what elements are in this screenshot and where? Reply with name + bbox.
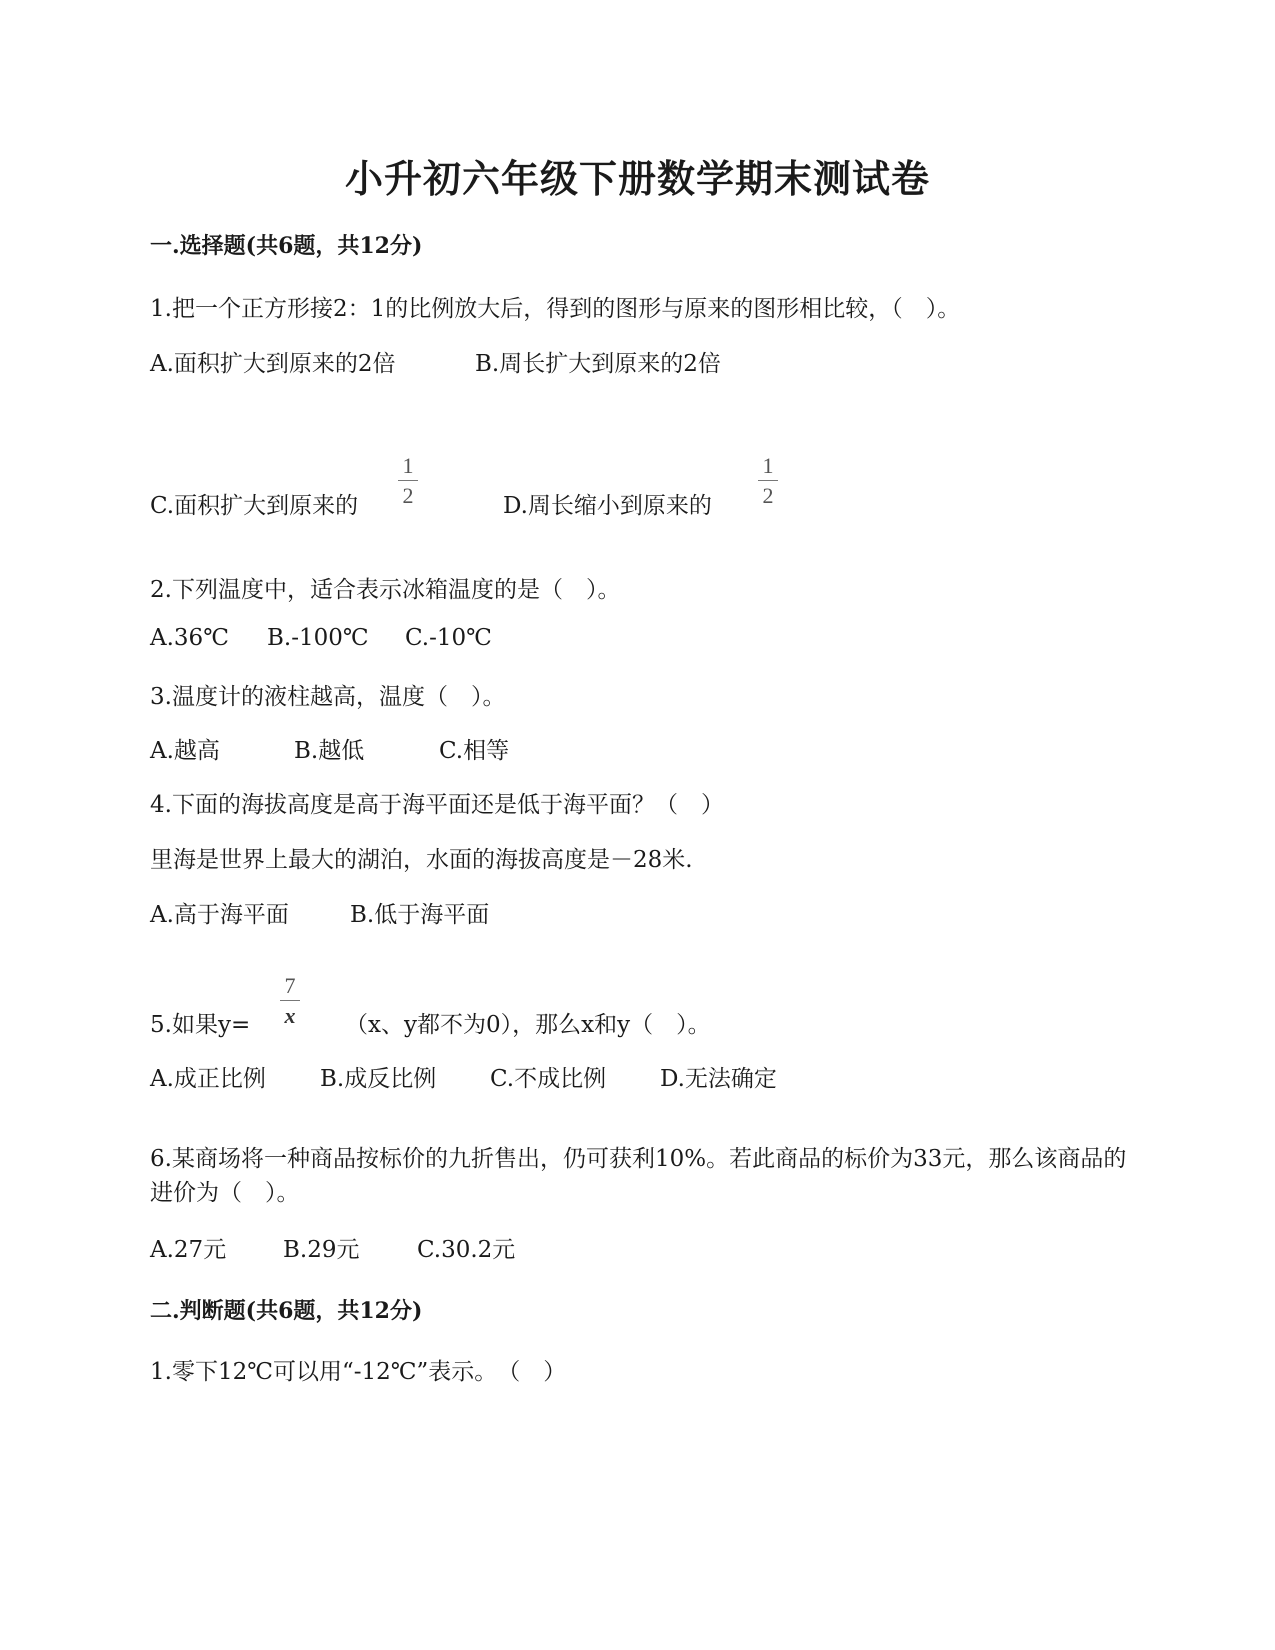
judgment-question-1-stem: 1.零下12℃可以用“-12℃”表示。 （ ） <box>150 1359 567 1385</box>
q1-option-a: A.面积扩大到原来的2倍 <box>150 351 396 377</box>
question-6-stem: 6.某商场将一种商品按标价的九折售出，仍可获利10%。若此商品的标价为33元，那么该商品的进价为（ ）。 <box>150 1146 1127 1206</box>
fraction-denominator: 2 <box>402 483 414 508</box>
fraction-denominator: 2 <box>762 483 774 508</box>
section-heading-true-false: 二.判断题(共6题，共12分) <box>150 1298 423 1324</box>
question-5-stem-suffix: （x、y都不为0），那么x和y（ ）。 <box>345 1012 711 1038</box>
fraction-numerator: 1 <box>762 453 774 478</box>
q5-option-a: A.成正比例 <box>150 1066 266 1092</box>
section-heading-choice: 一.选择题(共6题，共12分) <box>150 233 423 259</box>
q6-option-c: C.30.2元 <box>417 1237 516 1263</box>
question-1-stem: 1.把一个正方形接2：1的比例放大后，得到的图形与原来的图形相比较，（ ）。 <box>150 296 961 322</box>
q5-fraction-7-over-x <box>280 975 300 1027</box>
question-4-context: 里海是世界上最大的湖泊，水面的海拔高度是－28米. <box>150 847 693 873</box>
q1-option-b: B.周长扩大到原来的2倍 <box>475 351 721 377</box>
fraction-bar <box>280 1000 300 1001</box>
q2-option-a: A.36℃ <box>150 625 229 651</box>
q1-option-d: D.周长缩小到原来的 <box>503 493 712 519</box>
q3-option-a: A.越高 <box>150 738 220 764</box>
q5-option-d: D.无法确定 <box>660 1066 777 1092</box>
q2-option-b: B.-100℃ <box>267 625 369 651</box>
q4-option-a: A.高于海平面 <box>150 902 289 928</box>
question-3-stem: 3.温度计的液柱越高，温度（ ）。 <box>150 684 506 710</box>
q5-option-c: C.不成比例 <box>490 1066 607 1092</box>
question-4-stem: 4.下面的海拔高度是高于海平面还是低于海平面？（ ） <box>150 792 724 818</box>
q5-option-b: B.成反比例 <box>320 1066 437 1092</box>
question-5-stem-prefix: 5.如果y= <box>150 1012 251 1038</box>
fraction-numerator: 1 <box>402 453 414 478</box>
q6-option-a: A.27元 <box>150 1237 227 1263</box>
q3-option-c: C.相等 <box>439 738 510 764</box>
page-title: 小升初六年级下册数学期末测试卷 <box>344 156 930 201</box>
fraction-denominator: x <box>284 1003 296 1028</box>
q1-option-c-fraction <box>398 455 418 507</box>
q1-option-c: C.面积扩大到原来的 <box>150 493 359 519</box>
fraction-numerator: 7 <box>284 973 296 998</box>
fraction-bar <box>398 480 418 481</box>
q2-option-c: C.-10℃ <box>405 625 492 651</box>
q3-option-b: B.越低 <box>294 738 365 764</box>
fraction-bar <box>758 480 778 481</box>
q6-option-b: B.29元 <box>283 1237 360 1263</box>
q4-option-b: B.低于海平面 <box>350 902 490 928</box>
question-2-stem: 2.下列温度中，适合表示冰箱温度的是（ ）。 <box>150 577 621 603</box>
q1-option-d-fraction <box>758 455 778 507</box>
